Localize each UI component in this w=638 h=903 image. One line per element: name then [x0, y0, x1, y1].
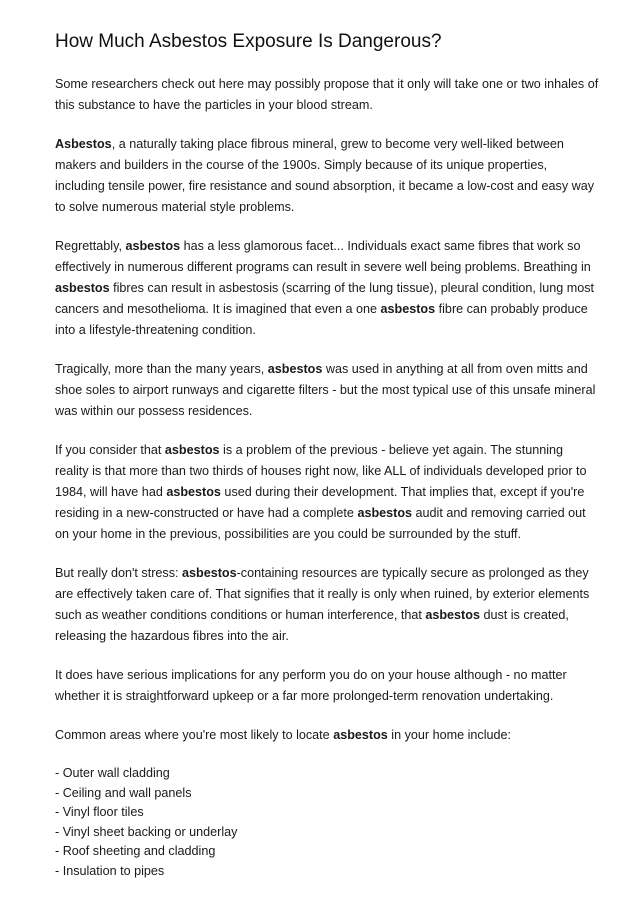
bold-term: asbestos — [357, 506, 413, 520]
text-run: Regrettably, — [55, 239, 126, 253]
bold-term: asbestos — [333, 728, 388, 742]
list-item: - Outer wall cladding — [55, 766, 170, 780]
text-run: dust is created, releasing the hazardous fibres into the air. — [55, 608, 569, 643]
article-body — [55, 74, 600, 746]
list-item: - Vinyl sheet backing or underlay — [55, 824, 238, 839]
bold-term: asbestos — [55, 281, 110, 295]
text-run: used during their development. That implies that, except if you're residing in a new-constructed or have had a complete — [55, 485, 585, 520]
paragraph — [55, 236, 600, 341]
paragraph — [55, 440, 600, 545]
bold-term: asbestos — [166, 485, 221, 499]
paragraph — [55, 563, 600, 647]
bold-term: asbestos — [425, 608, 480, 622]
text-run: If you consider that — [55, 443, 165, 457]
bold-term: asbestos — [182, 566, 237, 580]
text-run: , a naturally taking place fibrous mineral, grew to become very well-liked between makers and builders in the course of the 1900s. Simply because of its unique properties, including tensile power, fire resistance and sound absorption, it became a low-cost and easy way to solve numerous material style problems. — [55, 137, 595, 214]
text-run: fibres can result in asbestosis (scarring of the lung tissue), pleural condition, lung most cancers and mesothelioma. It is imagined that even a one — [55, 281, 595, 316]
paragraph — [55, 74, 600, 116]
bold-term: asbestos — [125, 239, 181, 253]
text-run: Common areas where you're most likely to locate — [55, 728, 334, 742]
text-run: was used in anything at all from oven mitts and shoe soles to airport runways and cigarette filters - but the most typical use of this unsafe mineral was within our possess residences. — [55, 362, 596, 418]
list-item: - Vinyl floor tiles — [55, 805, 144, 819]
text-run: -containing resources are typically secure as prolonged as they are effectively taken care of. That signifies that it really is only when ruined, by exterior elements such as weather conditions conditions or human interference, that — [55, 566, 590, 622]
text-run: has a less glamorous facet... Individuals exact same fibres that work so effectively in numerous different programs can result in severe well being problems. Breathing in — [55, 239, 591, 274]
text-run: in your home include: — [387, 728, 512, 742]
page-title: How Much Asbestos Exposure Is Dangerous? — [55, 31, 442, 52]
text-run: audit and removing carried out on your home in the previous, possibilities are you could be surrounded by the stuff. — [55, 506, 586, 541]
bold-term: asbestos — [267, 362, 323, 376]
text-run: is a problem of the previous - believe yet again. The stunning reality is that more than two thirds of houses right now, like ALL of individuals developed prior to 1984, will have had — [55, 443, 587, 499]
asbestos-locations-list — [55, 764, 600, 881]
list-item: - Ceiling and wall panels — [55, 785, 192, 800]
bold-term: asbestos — [380, 302, 436, 316]
bold-term: asbestos — [164, 443, 220, 457]
text-run: But really don't stress: — [55, 566, 182, 580]
text-run: fibre can probably produce into a lifestyle-threatening condition. — [55, 302, 588, 337]
text-run: Some researchers check out here may possibly propose that it only will take one or two inhales of this substance to have the particles in your blood stream. — [55, 77, 599, 112]
bold-term: Asbestos — [55, 137, 112, 151]
paragraph — [55, 725, 600, 746]
paragraph — [55, 359, 600, 422]
list-item: - Insulation to pipes — [55, 863, 165, 878]
text-run: Tragically, more than the many years, — [55, 362, 268, 376]
text-run: It does have serious implications for any perform you do on your house although - no matter whether it is straightforward upkeep or a far more prolonged-term renovation undertaking. — [55, 668, 567, 703]
paragraph — [55, 665, 600, 707]
list-item: - Roof sheeting and cladding — [55, 844, 216, 858]
document-page — [55, 30, 600, 881]
paragraph — [55, 134, 600, 218]
